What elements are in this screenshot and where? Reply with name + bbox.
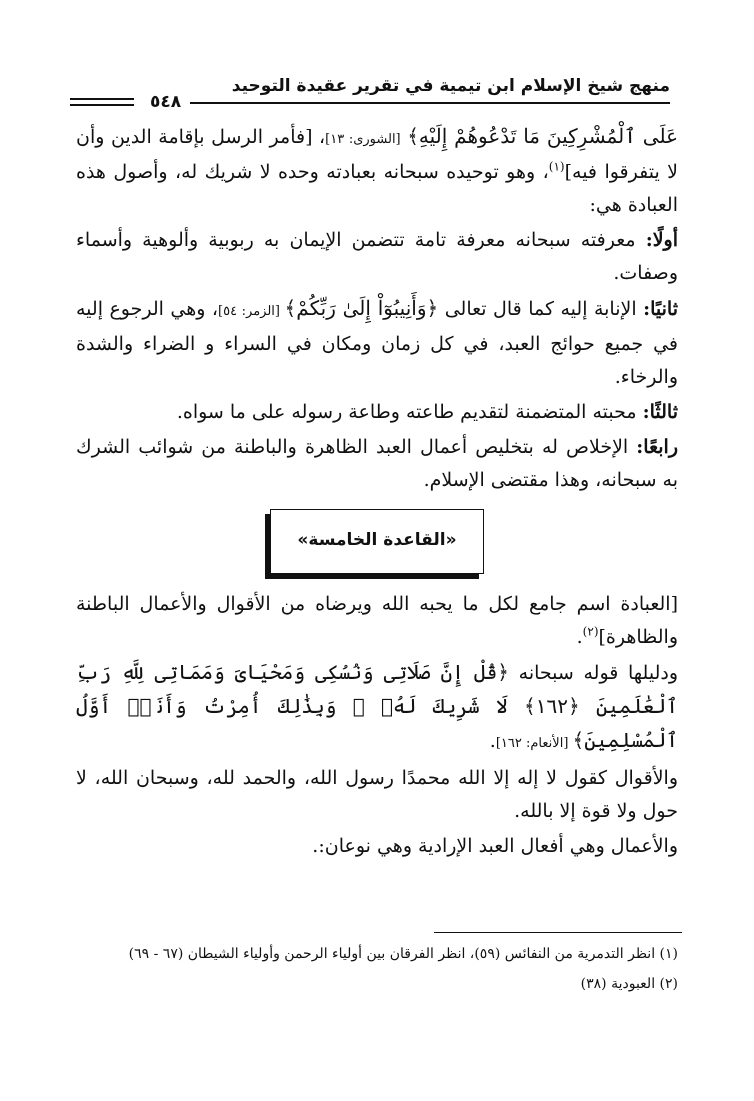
paragraph-evidence [76,656,678,760]
paragraph-text: ، [فأمر الرسل بإقامة الدين وأن لا يتفرقوا فيه] [76,126,679,183]
paragraph-third [76,396,678,429]
footnote-marker-2: (٢) [582,624,599,639]
paragraph-fourth [76,431,678,497]
paragraph-text: [العبادة اسم جامع لكل ما يحبه الله ويرضاه من الأقوال والأعمال الباطنة والظاهرة] [76,593,678,648]
footnotes [66,942,678,1002]
paragraph-end: . [489,730,496,752]
point-label: رابعًا: [636,436,678,458]
page-number: ٥٤٨ [150,92,182,112]
verse-reference: [الأنعام: ١٦٢] [495,736,573,751]
point-label: ثالثًا: [642,401,678,423]
page-header [70,74,670,118]
paragraph-text: معرفته سبحانه معرفة تامة تتضمن الإيمان به ربوبية وألوهية وأسماء وصفات. [76,229,678,284]
paragraph-text: ، وهو توحيده سبحانه بعبادته وحده لا شريك له، وأصول هذه العبادة هي: [76,161,678,216]
section-heading-wrap [76,509,678,574]
paragraph-sayings [76,762,678,828]
body-text [76,120,678,865]
verse-reference: [الشورى: ١٣] [325,132,401,147]
header-rule-short-top [70,98,134,100]
paragraph-deeds [76,830,678,863]
point-label: أولًا: [645,229,678,251]
footnote-marker-1: (١) [548,159,565,174]
footnote-2: (٢) العبودية (٣٨) [580,976,678,992]
paragraph-text: الإنابة إليه كما قال تعالى [438,298,644,320]
paragraph-text: الإخلاص له بتخليص أعمال العبد الظاهرة والباطنة من شوائب الشرك به سبحانه، وهذا مقتضى الإسلام. [76,436,678,491]
verse-reference: [الزمر: ٥٤] [218,304,285,319]
section-heading: «القاعدة الخامسة» [270,509,483,574]
point-label: ثانيًا: [643,298,678,320]
paragraph-1 [76,120,678,222]
paragraph-text: ، وهي الرجوع إليه في جميع حوائج العبد، في كل زمان ومكان في السراء و الضراء والشدة والرخاء. [76,298,678,388]
paragraph-text: والأقوال كقول لا إله إلا الله محمدًا رسول الله، والحمد لله، وسبحان الله، لا حول ولا قوة إلا بالله. [76,767,678,822]
running-title: منهج شيخ الإسلام ابن تيمية في تقرير عقيدة التوحيد [231,76,670,96]
paragraph-text: ودليلها قوله سبحانه [509,662,678,684]
paragraph-end: . [576,626,583,648]
quran-verse: ﴿قُلْ إِنَّ صَلَاتِى وَنُسُكِى وَمَحْيَاىَ وَمَمَاتِى لِلَّهِ رَبِّ ٱلْعَٰلَمِينَ ﴿١٦٢﴾ لَا شَرِيكَ لَهُۥ ۖ وَبِذَٰلِكَ أُمِرْتُ وَأَنَا۠ أَوَّلُ ٱلْمُسْلِمِينَ﴾ [76,660,678,752]
footnote-1: (١) انظر التدمرية من النفائس (٥٩)، انظر الفرقان بين أولياء الرحمن وأولياء الشيطان (٦٧ - ٦٩) [128,946,678,962]
paragraph-definition [76,588,678,654]
footnote-separator [434,932,682,933]
paragraph-second [76,292,678,394]
paragraph-text: والأعمال وهي أفعال العبد الإرادية وهي نوعان:. [312,835,678,857]
paragraph-first [76,224,678,290]
header-rule [190,102,670,104]
paragraph-text: محبته المتضمنة لتقديم طاعته وطاعة رسوله على ما سواه. [176,401,643,423]
header-rule-short-bottom [70,104,134,106]
quran-verse: عَلَى ٱلْمُشْرِكِينَ مَا تَدْعُوهُمْ إِلَيْهِ﴾ [407,124,678,148]
quran-verse: ﴿وَأَنِيبُوٓاْ إِلَىٰ رَبِّكُمْ﴾ [284,296,439,320]
